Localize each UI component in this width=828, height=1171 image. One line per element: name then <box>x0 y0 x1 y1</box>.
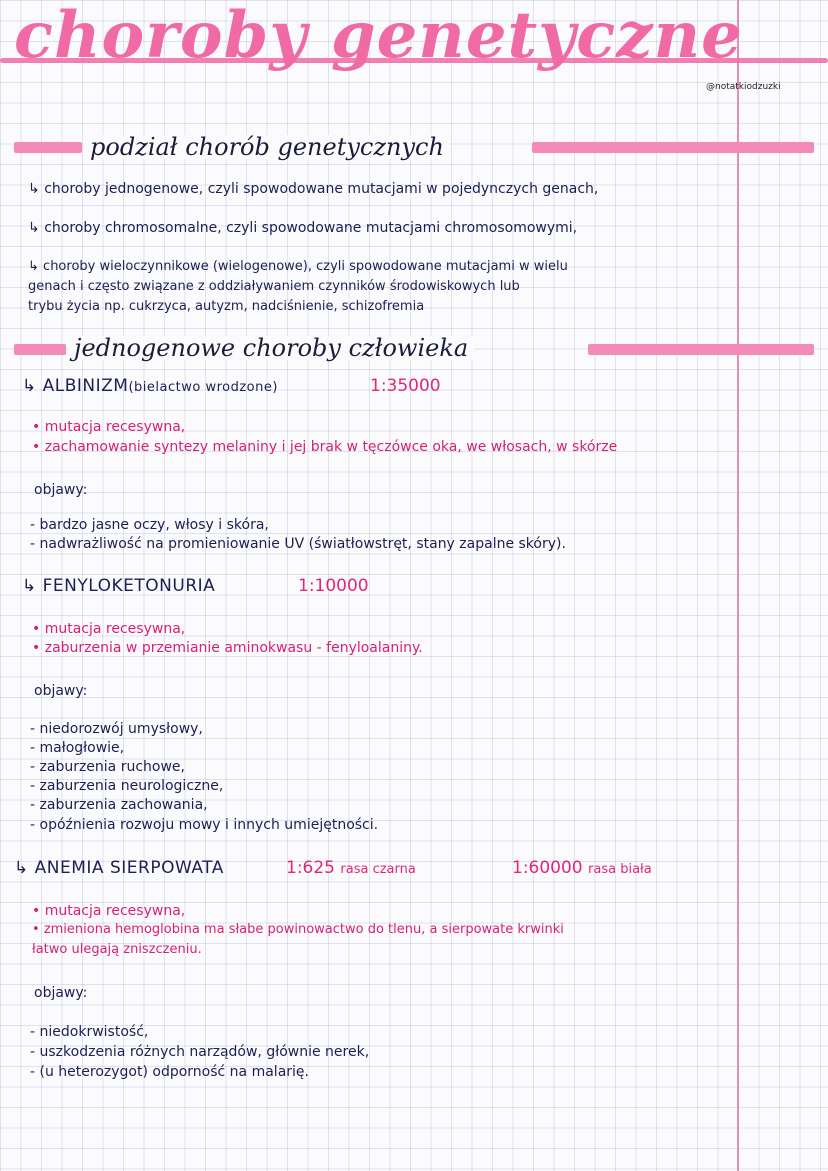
incidence-ratio: 1:60000 rasa biała <box>512 858 652 878</box>
symptoms-label: objawy: <box>34 985 88 1001</box>
incidence-ratio: 1:35000 <box>370 376 441 396</box>
symptom-item: - nadwrażliwość na promieniowanie UV (światłowstręt, stany zapalne skóry). <box>30 536 566 552</box>
symptom-item: - małogłowie, <box>30 740 125 756</box>
notebook-margin-line <box>737 0 739 1171</box>
symptom-item: - zaburzenia neurologiczne, <box>30 778 224 794</box>
bullet-item: • mutacja recesywna, <box>32 621 186 637</box>
symptoms-label: objawy: <box>34 482 88 498</box>
bullet-item: • mutacja recesywna, <box>32 903 186 919</box>
list-item: ↳ choroby jednogenowe, czyli spowodowane mutacjami w pojedynczych genach, <box>28 181 599 197</box>
symptom-item: - opóźnienia rozwoju mowy i innych umiejętności. <box>30 817 379 833</box>
list-item-continuation: trybu życia np. cukrzyca, autyzm, nadciśnienie, schizofremia <box>28 299 425 314</box>
arrow-icon: ↳ <box>28 259 39 274</box>
symptom-item: - zaburzenia ruchowe, <box>30 759 185 775</box>
list-item: ↳ choroby chromosomalne, czyli spowodowane mutacjami chromosomowymi, <box>28 220 578 236</box>
symptom-item: - zaburzenia zachowania, <box>30 797 208 813</box>
symptom-item: - niedokrwistość, <box>30 1024 149 1040</box>
arrow-icon: ↳ <box>22 376 37 396</box>
section-highlight-right <box>532 142 814 153</box>
disease-heading-anemia: ↳ ANEMIA SIERPOWATA <box>14 858 224 878</box>
bullet-item-continuation: łatwo ulegają zniszczeniu. <box>32 942 202 957</box>
section-highlight-left <box>14 142 82 153</box>
incidence-ratio: 1:625 rasa czarna <box>286 858 416 878</box>
symptom-item: - bardzo jasne oczy, włosy i skóra, <box>30 517 269 533</box>
section-title-classification: podział chorób genetycznych <box>84 135 450 159</box>
symptoms-label: objawy: <box>34 683 88 699</box>
disease-heading-albinizm: ↳ ALBINIZM(bielactwo wrodzone) <box>22 376 278 396</box>
symptom-item: - uszkodzenia różnych narządów, głównie nerek, <box>30 1044 370 1060</box>
arrow-icon: ↳ <box>14 858 29 878</box>
list-item: ↳ choroby wieloczynnikowe (wielogenowe), czyli spowodowane mutacjami w wielu <box>28 259 568 274</box>
disease-heading-fenyloketonuria: ↳ FENYLOKETONURIA <box>22 576 216 596</box>
bullet-item: • mutacja recesywna, <box>32 419 186 435</box>
arrow-icon: ↳ <box>28 220 40 236</box>
page-title: choroby genetyczne <box>14 0 743 73</box>
list-item-continuation: genach i często związane z oddziaływaniem czynników środowiskowych lub <box>28 279 520 294</box>
author-handle: @notatkiodzuzki <box>706 82 781 92</box>
bullet-item: • zmieniona hemoglobina ma słabe powinowactwo do tlenu, a sierpowate krwinki <box>32 922 564 937</box>
symptom-item: - niedorozwój umysłowy, <box>30 721 203 737</box>
incidence-ratio: 1:10000 <box>298 576 369 596</box>
bullet-item: • zachamowanie syntezy melaniny i jej brak w tęczówce oka, we włosach, w skórze <box>32 439 618 455</box>
section-highlight-right <box>588 344 814 355</box>
section-highlight-left <box>14 344 66 355</box>
arrow-icon: ↳ <box>28 181 40 197</box>
symptom-item: - (u heterozygot) odporność na malarię. <box>30 1064 309 1080</box>
bullet-item: • zaburzenia w przemianie aminokwasu - fenyloalaniny. <box>32 640 423 656</box>
arrow-icon: ↳ <box>22 576 37 596</box>
section-title-monogenic: jednogenowe choroby człowieka <box>68 336 474 360</box>
